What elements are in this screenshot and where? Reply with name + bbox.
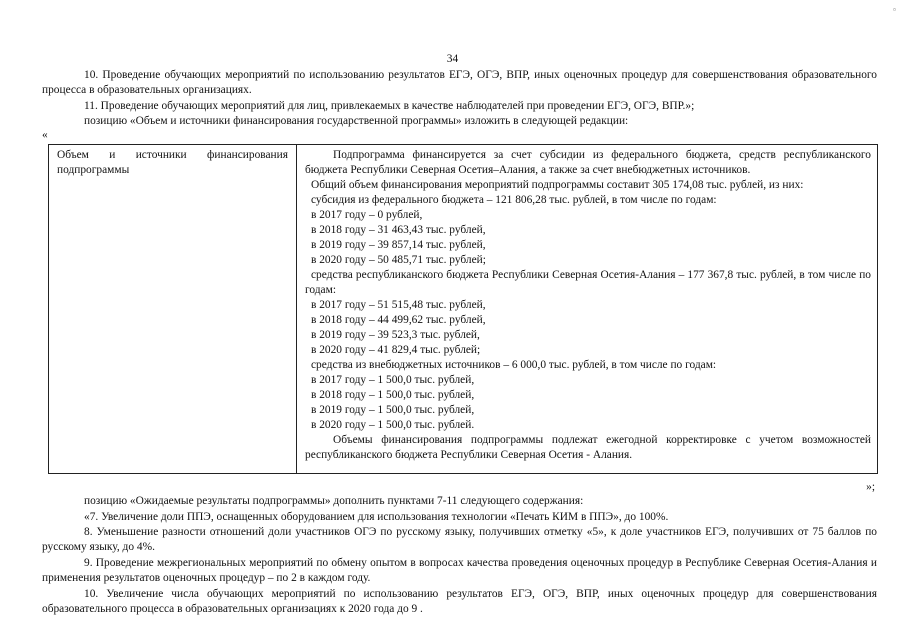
- paragraph-10-bottom: 10. Увеличение числа обучающих мероприятий по использованию результатов ЕГЭ, ОГЭ, ВПР, иных оценочных процедур для совершенствования образовательного процесса в образовательных организациях к 2020 года до 9 .: [42, 588, 877, 616]
- table-left-label: Объем и источники финансирования подпрограммы: [57, 149, 288, 177]
- republic-year-2018: в 2018 году – 44 499,62 тыс. рублей,: [311, 314, 486, 326]
- corner-mark-icon: ▫: [893, 5, 896, 14]
- quote-close: »;: [866, 481, 875, 493]
- federal-year-2020: в 2020 году – 50 485,71 тыс. рублей;: [311, 254, 486, 266]
- table-intro: Подпрограмма финансируется за счет субсидии из федерального бюджета, средств республиканского бюджета Республики Северная Осетия–Алания, а также за счет внебюджетных источников.: [305, 149, 871, 176]
- federal-year-2019: в 2019 году – 39 857,14 тыс. рублей,: [311, 239, 486, 251]
- paragraph-position-results: позицию «Ожидаемые результаты подпрограммы» дополнить пунктами 7-11 следующего содержания:: [84, 495, 584, 507]
- financing-table: [48, 144, 878, 474]
- table-left-cell: [49, 145, 297, 473]
- republic-year-2019: в 2019 году – 39 523,3 тыс. рублей,: [311, 329, 480, 341]
- extra-year-2019: в 2019 году – 1 500,0 тыс. рублей,: [311, 404, 475, 416]
- table-right-cell: [297, 145, 877, 473]
- paragraph-11-top: 11. Проведение обучающих мероприятий для лиц, привлекаемых в качестве наблюдателей при проведении ЕГЭ, ОГЭ, ВПР.»;: [84, 100, 695, 112]
- table-total: Общий объем финансирования мероприятий подпрограммы составит 305 174,08 тыс. рублей, из них:: [311, 179, 804, 191]
- republic-year-2020: в 2020 году – 41 829,4 тыс. рублей;: [311, 344, 481, 356]
- paragraph-10-top: 10. Проведение обучающих мероприятий по использованию результатов ЕГЭ, ОГЭ, ВПР, иных оценочных процедур для совершенствования образовательного процесса в образовательных организациях.: [42, 69, 877, 97]
- paragraph-8: 8. Уменьшение разности отношений доли участников ОГЭ по русскому языку, получивших отметку «5», к доле участников ЕГЭ, получивших от 75 баллов по русскому языку, до 4%.: [42, 526, 877, 554]
- extra-year-2017: в 2017 году – 1 500,0 тыс. рублей,: [311, 374, 475, 386]
- table-federal-head: субсидия из федерального бюджета – 121 806,28 тыс. рублей, в том числе по годам:: [311, 194, 717, 206]
- extra-year-2018: в 2018 году – 1 500,0 тыс. рублей,: [311, 389, 475, 401]
- page-number: 34: [446, 53, 459, 65]
- table-extra-head: средства из внебюджетных источников – 6 000,0 тыс. рублей, в том числе по годам:: [311, 359, 717, 371]
- table-republic-head: средства республиканского бюджета Республики Северная Осетия-Алания – 177 367,8 тыс. рублей, в том числе по годам:: [305, 269, 871, 296]
- republic-year-2017: в 2017 году – 51 515,48 тыс. рублей,: [311, 299, 486, 311]
- paragraph-position-financing: позицию «Объем и источники финансирования государственной программы» изложить в следующей редакции:: [84, 115, 629, 127]
- paragraph-9: 9. Проведение межрегиональных мероприятий по обмену опытом в вопросах качества проведения оценочных процедур в Республике Северная Осетия-Алания и применения результатов оценочных процедур – по 2 в каждом году.: [42, 557, 877, 585]
- extra-year-2020: в 2020 году – 1 500,0 тыс. рублей.: [311, 419, 475, 431]
- quote-open: «: [42, 129, 48, 141]
- federal-year-2018: в 2018 году – 31 463,43 тыс. рублей,: [311, 224, 486, 236]
- federal-year-2017: в 2017 году – 0 рублей,: [311, 209, 423, 221]
- paragraph-7: «7. Увеличение доли ППЭ, оснащенных оборудованием для использования технологии «Печать КИМ в ППЭ», до 100%.: [84, 511, 669, 523]
- table-closing: Объемы финансирования подпрограммы подлежат ежегодной корректировке с учетом возможностей республиканского бюджета Республики Северная Осетия - Алания.: [305, 434, 871, 461]
